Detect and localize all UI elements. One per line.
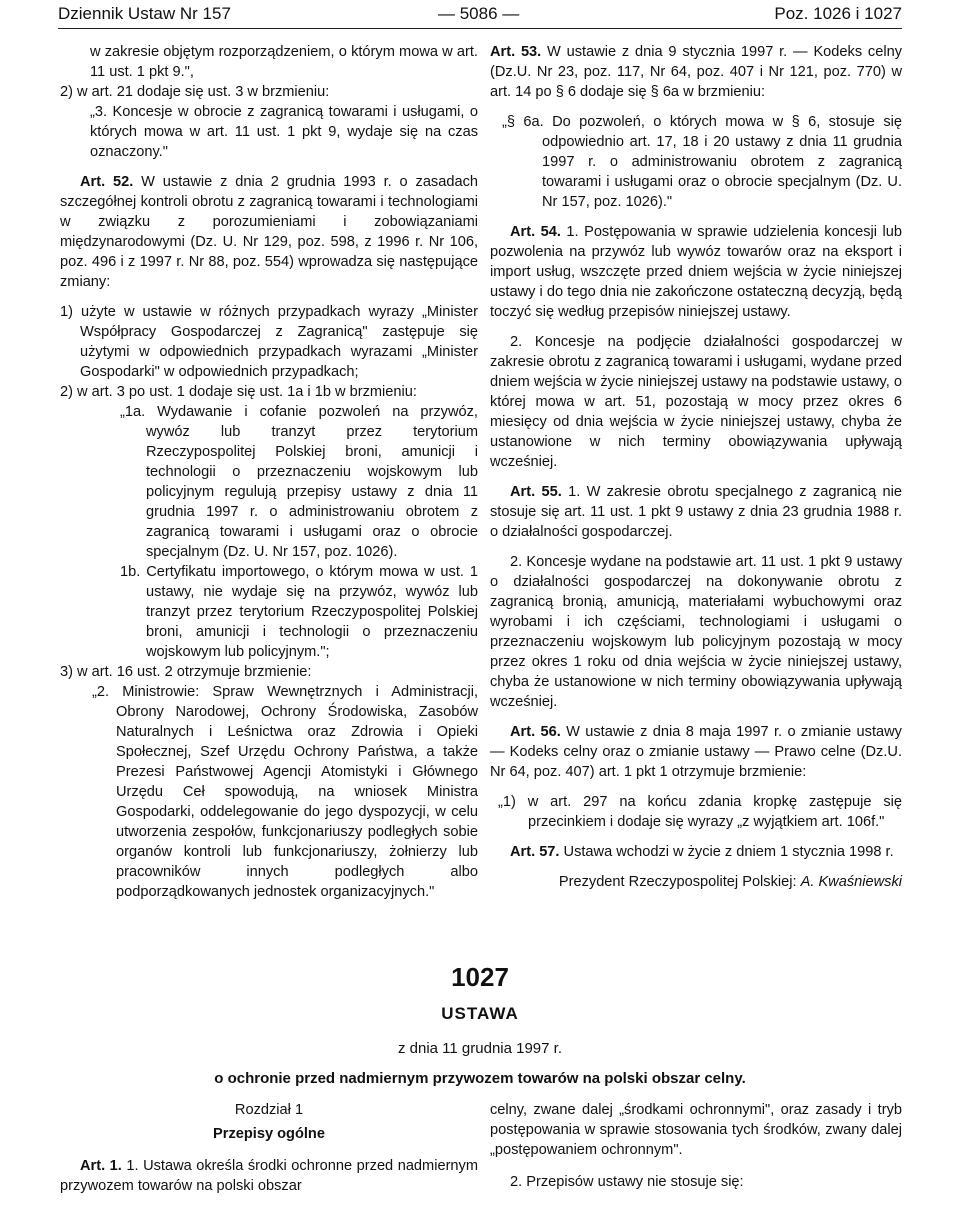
signature-label: Prezydent Rzeczypospolitej Polskiej: [558,874,801,890]
paragraph: „1a. Wydawanie i cofanie pozwoleń na przywóz, wywóz lub tranzyt przez terytorium Rzeczypospolitej Polskiej broni, amunicji i technologii o przeznaczeniu wojskowym lub policyjnym regulują przepisy ustawy z dnia 11 grudnia 1997 r. o administrowaniu obrotem z zagranicą towarami i usługami oraz o obrocie specjalnym (Dz. U. Nr 157, poz. 1026). [120,404,478,560]
article-text: 1. Postępowania w sprawie udzielenia koncesji lub pozwolenia na przywóz lub wywóz towarów oraz na eksport i import usług, wszczęte przed dniem wejścia w życie niniejszej ustawy i do tego dnia nie zakończone ostateczną decyzją, będą toczyć się według przepisów niniejszej ustawy. [490,224,902,320]
article-53 [490,42,902,102]
article-label: Art. 52. [80,174,134,190]
paragraph: w zakresie objętym rozporządzeniem, o którym mowa w art. 11 ust. 1 pkt 9.", [90,44,478,80]
act-right-column [490,1100,902,1192]
left-column [60,42,478,902]
article-52 [60,172,478,292]
chapter-title: Przepisy ogólne [213,1126,325,1142]
article-label: Art. 1. [80,1158,122,1174]
article-55 [490,482,902,542]
paragraph: „2. Ministrowie: Spraw Wewnętrznych i Administracji, Obrony Narodowej, Ochrony Środowiska, Zasobów Naturalnych i Leśnictwa oraz Zdrowia i Opieki Społecznej, Szef Urzędu Ochrony Państwa, a także Prezesi Państwowej Agencji Atomistyki i Głównego Urzędu Ceł spowodują, na wniosek Ministra Gospodarki, oddelegowanie do jego dyspozycji, w celu utworzenia zespołów, funkcjonariuszy podległych sobie organów kontroli lub funkcjonariuszy, żołnierzy lub pracowników innych podległych albo podporządkowanych jednostek organizacyjnych." [92,684,478,900]
paragraph: 1) użyte w ustawie w różnych przypadkach wyrazy „Minister Współpracy Gospodarczej z Zagranicą" zastępuje się użytymi w odpowiednich przypadkach wyrazami „Minister Gospodarki" w odpowiednich przypadkach; [60,304,478,380]
page-number: — 5086 — [438,4,520,23]
act-subject: o ochronie przed nadmiernym przywozem towarów na polski obszar celny. [214,1070,746,1087]
act-number: 1027 [451,962,509,992]
article-56 [490,722,902,782]
signature [490,872,902,892]
paragraph: „1) w art. 297 na końcu zdania kropkę zastępuje się przecinkiem i dodaje się wyrazy „z wyjątkiem art. 106f." [498,794,902,830]
paragraph: 3) w art. 16 ust. 2 otrzymuje brzmienie: [60,664,312,680]
act-date: z dnia 11 grudnia 1997 r. [397,1040,562,1057]
article-text: 1. W zakresie obrotu specjalnego z zagranicą nie stosuje się art. 11 ust. 1 pkt 9 ustawy z dnia 23 grudnia 1988 r. o działalności gospodarczej. [490,484,902,540]
paragraph: 2. Koncesje na podjęcie działalności gospodarczej w zakresie obrotu z zagranicą towarami i usługami, wydane przed dniem wejścia w życie niniejszej ustawy na podstawie ustawy, o której mowa w art. 51, pozostają w mocy przez okres 6 miesięcy od dnia wejścia w życie niniejszej ustawy, chyba że ustanowione w nich terminy obowiązywania upływają wcześniej. [490,334,902,470]
position-range: Poz. 1026 i 1027 [774,4,902,23]
paragraph: 2. Przepisów ustawy nie stosuje się: [510,1174,744,1190]
article-text: Ustawa wchodzi w życie z dniem 1 stycznia 1998 r. [559,844,894,860]
chapter-label: Rozdział 1 [234,1102,304,1118]
article-label: Art. 56. [510,724,561,740]
act-left-column [60,1100,478,1196]
act-title: USTAWA [441,1004,519,1023]
article-text: W ustawie z dnia 8 maja 1997 r. o zmianie ustawy — Kodeks celny oraz o zmianie ustawy — Prawo celne (Dz.U. Nr 64, poz. 407) art. 1 pkt 1 otrzymuje brzmienie: [490,724,902,780]
right-column [490,42,902,892]
page-header [58,0,902,29]
paragraph: 2. Koncesje wydane na podstawie art. 11 ust. 1 pkt 9 ustawy o działalności gospodarczej na dokonywanie obrotu z zagranicą bronią, amunicją, materiałami wybuchowymi oraz wyrobami i ich częściami, technologiami i usługami o przeznaczeniu wojskowym lub policyjnym pozostają w mocy przez okres 1 roku od dnia wejścia w życie niniejszej ustawy, chyba że ustanowione w nich terminy obowiązywania upływają wcześniej. [490,554,902,710]
paragraph: 2) w art. 21 dodaje się ust. 3 w brzmieniu: [60,84,330,100]
article-label: Art. 55. [510,484,562,500]
article-label: Art. 57. [510,844,560,860]
paragraph: 1b. Certyfikatu importowego, o którym mowa w ust. 1 ustawy, nie wydaje się na przywóz, wywóz lub tranzyt przez terytorium Rzeczypospolitej Polskiej broni, amunicji i technologii o przeznaczeniu wojskowym lub policyjnym."; [120,564,478,660]
article-label: Art. 54. [510,224,561,240]
article-label: Art. 53. [490,44,542,60]
paragraph: celny, zwane dalej „środkami ochronnymi", oraz zasady i tryb postępowania w sprawie stosowania tych środków, zwany dalej „postępowaniem ochronnym". [490,1102,902,1158]
signature-name: A. Kwaśniewski [800,874,902,890]
article-text: 1. Ustawa określa środki ochronne przed nadmiernym przywozem towarów na polski obszar [60,1158,478,1194]
paragraph: „3. Koncesje w obrocie z zagranicą towarami i usługami, o których mowa w art. 11 ust. 1 pkt 9, wydaje się na czas oznaczony." [90,104,478,160]
article-1 [60,1156,478,1196]
article-text: W ustawie z dnia 9 stycznia 1997 r. — Kodeks celny (Dz.U. Nr 23, poz. 117, Nr 64, poz. 407 i Nr 121, poz. 770) w art. 14 po § 6 dodaje się § 6a w brzmieniu: [490,44,902,100]
article-54 [490,222,902,322]
paragraph: 2) w art. 3 po ust. 1 dodaje się ust. 1a i 1b w brzmieniu: [60,384,417,400]
paragraph: „§ 6a. Do pozwoleń, o których mowa w § 6, stosuje się odpowiednio art. 17, 18 i 20 ustawy z dnia 11 grudnia 1997 r. o administrowaniu obrotem z zagranicą towarami i usługami oraz o obrocie specjalnym (Dz. U. Nr 157, poz. 1026)." [502,114,902,210]
article-57 [490,842,902,862]
journal-title: Dziennik Ustaw Nr 157 [58,4,231,23]
article-text: W ustawie z dnia 2 grudnia 1993 r. o zasadach szczegółnej kontroli obrotu z zagranicą towarami i technologiami w związku z porozumieniami i zobowiązaniami międzynarodowymi (Dz. U. Nr 129, poz. 598, z 1996 r. Nr 106, poz. 496 i z 1997 r. Nr 88, poz. 554) wprowadza się następujące zmiany: [60,174,478,290]
